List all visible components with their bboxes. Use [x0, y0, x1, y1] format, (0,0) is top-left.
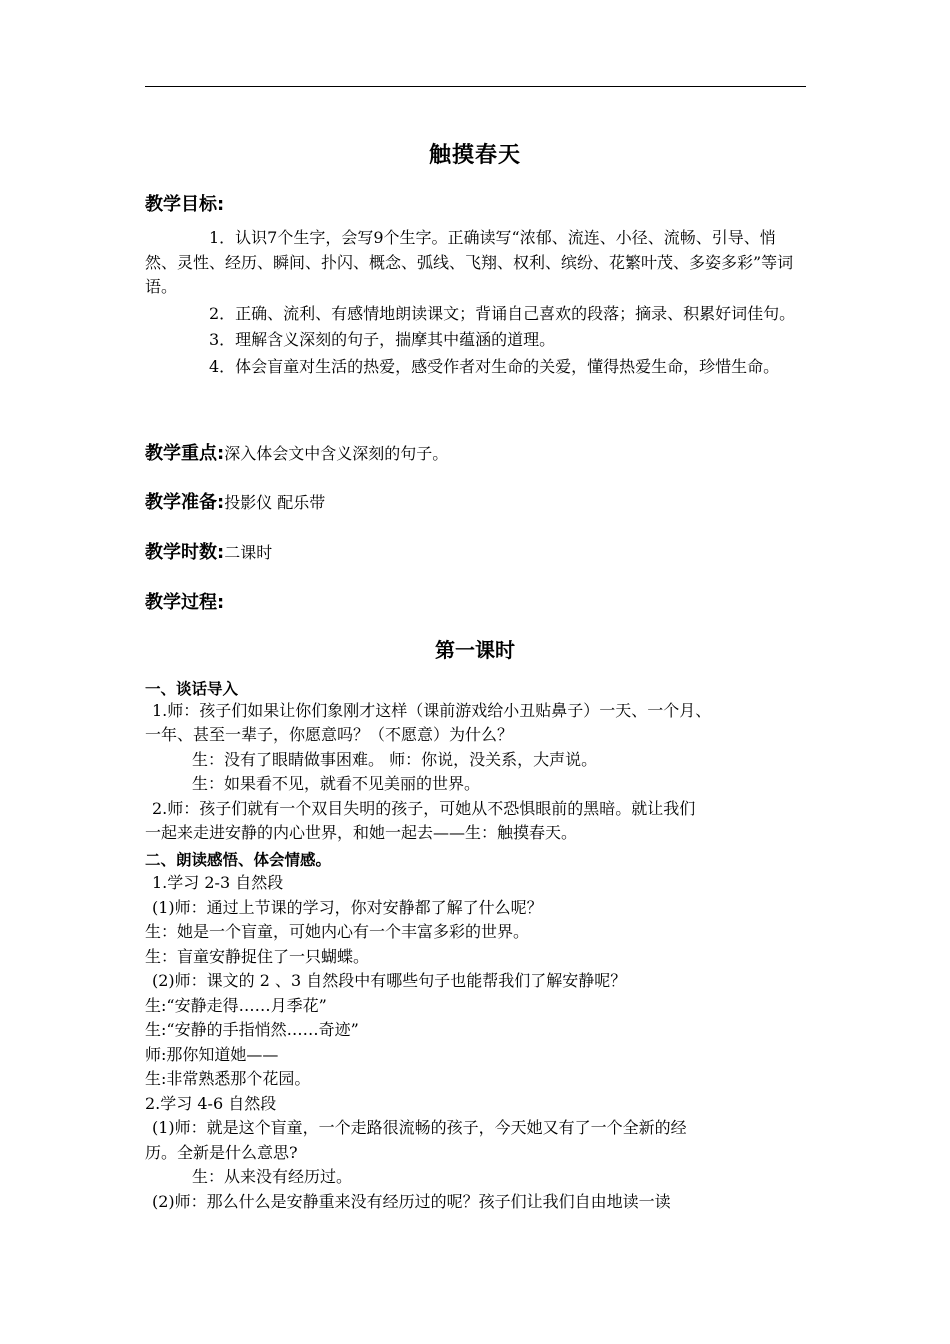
hours-row: [145, 538, 272, 564]
process-label: 教学过程:: [145, 592, 225, 613]
text-line: 一起来走进安静的内心世界，和她一起去——生：触摸春天。: [145, 823, 578, 842]
text-line: 2.师：孩子们就有一个双目失明的孩子，可她从不恐惧眼前的黑暗。就让我们: [152, 799, 696, 818]
text-line: (2)师：那么什么是安静重来没有经历过的呢？孩子们让我们自由地读一读: [152, 1192, 671, 1211]
focus-value: 深入体会文中含义深刻的句子。: [224, 444, 449, 463]
text-line: 生：盲童安静捉住了一只蝴蝶。: [145, 947, 370, 966]
text-line: (1)师：通过上节课的学习，你对安静都了解了什么呢？: [152, 898, 543, 917]
text-line: 生：她是一个盲童，可她内心有一个丰富多彩的世界。: [145, 922, 530, 941]
prep-label: 教学准备:: [145, 492, 225, 513]
lesson-title: 第一课时: [435, 638, 515, 662]
text-line: 2.学习 4-6 自然段: [145, 1094, 277, 1113]
text-line: 生：从来没有经历过。: [192, 1167, 353, 1186]
text-line: 生：如果看不见，就看不见美丽的世界。: [192, 774, 481, 793]
text-line: 生:非常熟悉那个花园。: [145, 1069, 311, 1088]
prep-value: 投影仪 配乐带: [224, 493, 326, 512]
part1-title: 一、谈话导入: [145, 680, 239, 698]
process-heading: [145, 588, 224, 614]
objectives-list: [145, 226, 806, 379]
prep-row: [145, 488, 325, 514]
text-line: 生:“安静的手指悄然……奇迹”: [145, 1020, 359, 1039]
text-line: (1)师：就是这个盲童，一个走路很流畅的孩子，今天她又有了一个全新的经: [152, 1118, 687, 1137]
text-line: 1.学习 2-3 自然段: [152, 873, 284, 892]
text-line: 师:那你知道她——: [145, 1045, 279, 1064]
focus-label: 教学重点:: [145, 443, 225, 464]
text-line: 生:“安静走得……月季花”: [145, 996, 327, 1015]
text-line: 一年、甚至一辈子，你愿意吗？（不愿意）为什么？: [145, 725, 514, 744]
objective-item: 2．正确、流利、有感情地朗读课文；背诵自己喜欢的段落；摘录、积累好词佳句。: [209, 303, 796, 323]
objective-item: 1．认识7个生字，会写9个生字。正确读写“浓郁、流连、小径、流畅、引导、悄然、灵性、经历、瞬间、扑闪、概念、弧线、飞翔、权利、缤纷、花繁叶茂、多姿多彩”等词语。: [145, 228, 794, 296]
text-line: 生：没有了眼睛做事困难。 师：你说，没关系，大声说。: [192, 750, 598, 769]
text-line: 1.师：孩子们如果让你们象刚才这样（课前游戏给小丑贴鼻子）一天、一个月、: [152, 701, 712, 720]
objective-item: 3．理解含义深刻的句子，揣摩其中蕴涵的道理。: [209, 330, 556, 349]
hours-value: 二课时: [224, 543, 273, 562]
focus-row: [145, 439, 448, 465]
objective-item: 4．体会盲童对生活的热爱，感受作者对生命的关爱，懂得热爱生命，珍惜生命。: [209, 356, 780, 376]
header-rule: [145, 86, 806, 87]
text-line: 历。全新是什么意思?: [145, 1143, 298, 1162]
text-line: (2)师：课文的 2 、3 自然段中有哪些句子也能帮我们了解安静呢？: [152, 971, 627, 990]
part2-title: 二、朗读感悟、体会情感。: [145, 851, 332, 869]
hours-label: 教学时数:: [145, 542, 225, 563]
objectives-heading: [145, 190, 224, 216]
objectives-label: 教学目标:: [145, 194, 225, 215]
document-title: 触摸春天: [428, 143, 521, 168]
